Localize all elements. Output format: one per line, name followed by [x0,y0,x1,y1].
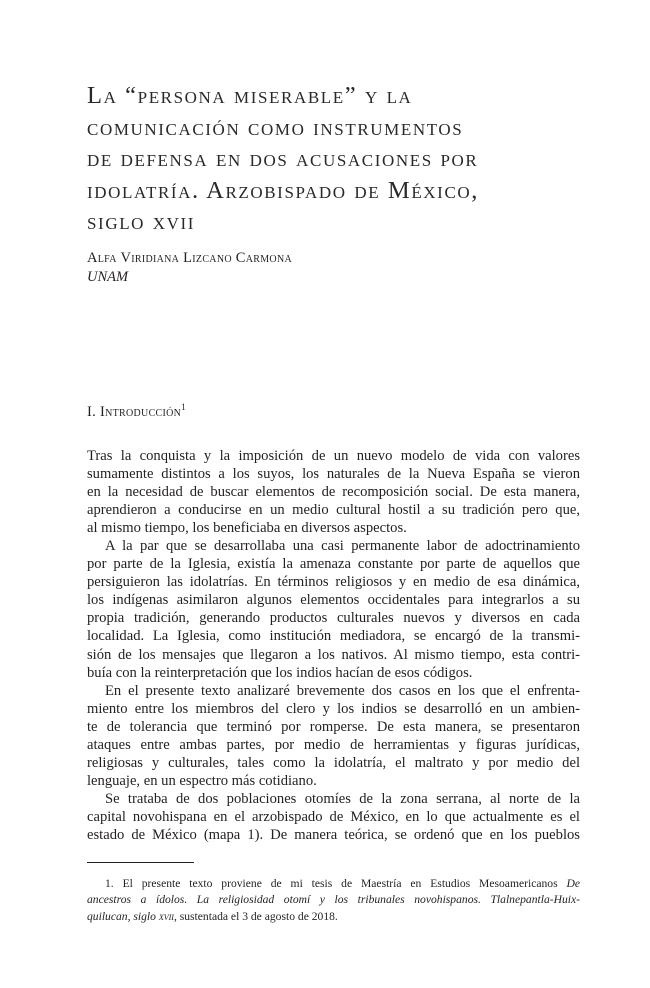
text-line: Tras la conquista y la imposición de un nuevo modelo de vida con valores [87,448,580,464]
footnote-text: , sustentada el 3 de agosto de 2018. [173,909,338,923]
text-line: en la necesidad de buscar elementos de recomposición social. De esta manera, [87,484,580,501]
text-line: sumamente distintos a los suyos, los naturales de la Nueva España se vieron [87,466,580,483]
text-line: miento entre los miembros del clero y los indios se desarrolló en un ambien- [87,700,580,717]
paragraph [87,537,580,681]
section-heading-text: I. Introducción [87,403,182,420]
text-line: estado de México (mapa 1). De manera teórica, se ordenó que en los pueblos [87,826,580,843]
text-line: te de tolerancia que terminó por romperse. De esta manera, se presentaron [87,718,580,735]
paragraph [87,682,580,790]
footnote-title-text: ancestros a ídolos. La religiosidad otomí y los tribunales novohispanos. Tlalnepantla-Huix- [87,893,580,907]
text-line: al mismo tiempo, los beneficiaba en diversos aspectos. [87,520,407,537]
title-line: idolatría. Arzobispado de México, [87,176,479,204]
author-affiliation: UNAM [87,269,129,285]
text-line: los indígenas asimilaron algunos elementos occidentales para integrarlos a su [87,592,580,609]
paragraph [87,790,580,844]
body-text [87,447,580,844]
text-line: propia tradición, generando productos culturales nuevos y diversos en cada [87,610,580,627]
chapter-title [87,80,580,238]
footnote-line [87,876,580,892]
text-line: lenguaje, en un espectro más cotidiano. [87,772,317,789]
footnote-century-text: xvii [158,909,174,923]
footnote-title-text: quilucan, siglo [87,909,159,923]
footnote [87,876,580,925]
title-line: La “persona miserable” y la [87,82,413,109]
text-line: persiguieron las idolatrías. En términos religiosos y en medio de esa dinámica, [87,574,580,591]
author-name: Alfa Viridiana Lizcano Carmona [87,250,293,266]
text-line: ataques entre ambas partes, por medio de herramientas y figuras jurídicas, [87,736,580,753]
section-heading [87,402,186,421]
footnote-text: 1. El presente texto proviene de mi tesis de Maestría en Estudios Mesoamericanos [105,877,567,890]
footnote-separator [87,862,194,863]
footnote-title-text: De [566,877,580,890]
text-line: localidad. La Iglesia, como institución mediadora, se encargó de la transmi- [87,628,580,645]
title-line: comunicación como instrumentos [87,113,464,141]
paragraph [87,447,580,537]
text-line: sión de los mensajes que llegaron a los nativos. Al mismo tiempo, esta contri- [87,646,580,663]
text-line: aprendieron a conducirse en un medio cultural hostil a su tradición pero que, [87,502,580,519]
text-line: capital novohispana en el arzobispado de México, en lo que actualmente es el [87,808,580,825]
text-line: Se trataba de dos poblaciones otomíes de la zona serrana, al norte de la [105,790,580,807]
text-line: buía con la reinterpretación que los indios hacían de esos códigos. [87,664,473,681]
text-line: religiosas y culturales, tales como la idolatría, el maltrato y por medio del [87,754,580,771]
title-line: siglo xvii [87,208,196,235]
title-line: de defensa en dos acusaciones por [87,145,479,172]
text-line: por parte de la Iglesia, existía la amenaza constante por parte de aquellos que [87,556,580,573]
footnote-line [87,892,580,908]
footnote-ref: 1 [181,402,186,412]
footnote-line [87,909,580,925]
text-line: A la par que se desarrollaba una casi permanente labor de adoctrinamiento [105,538,580,555]
text-line: En el presente texto analizaré brevemente dos casos en los que el enfrenta- [105,682,580,699]
